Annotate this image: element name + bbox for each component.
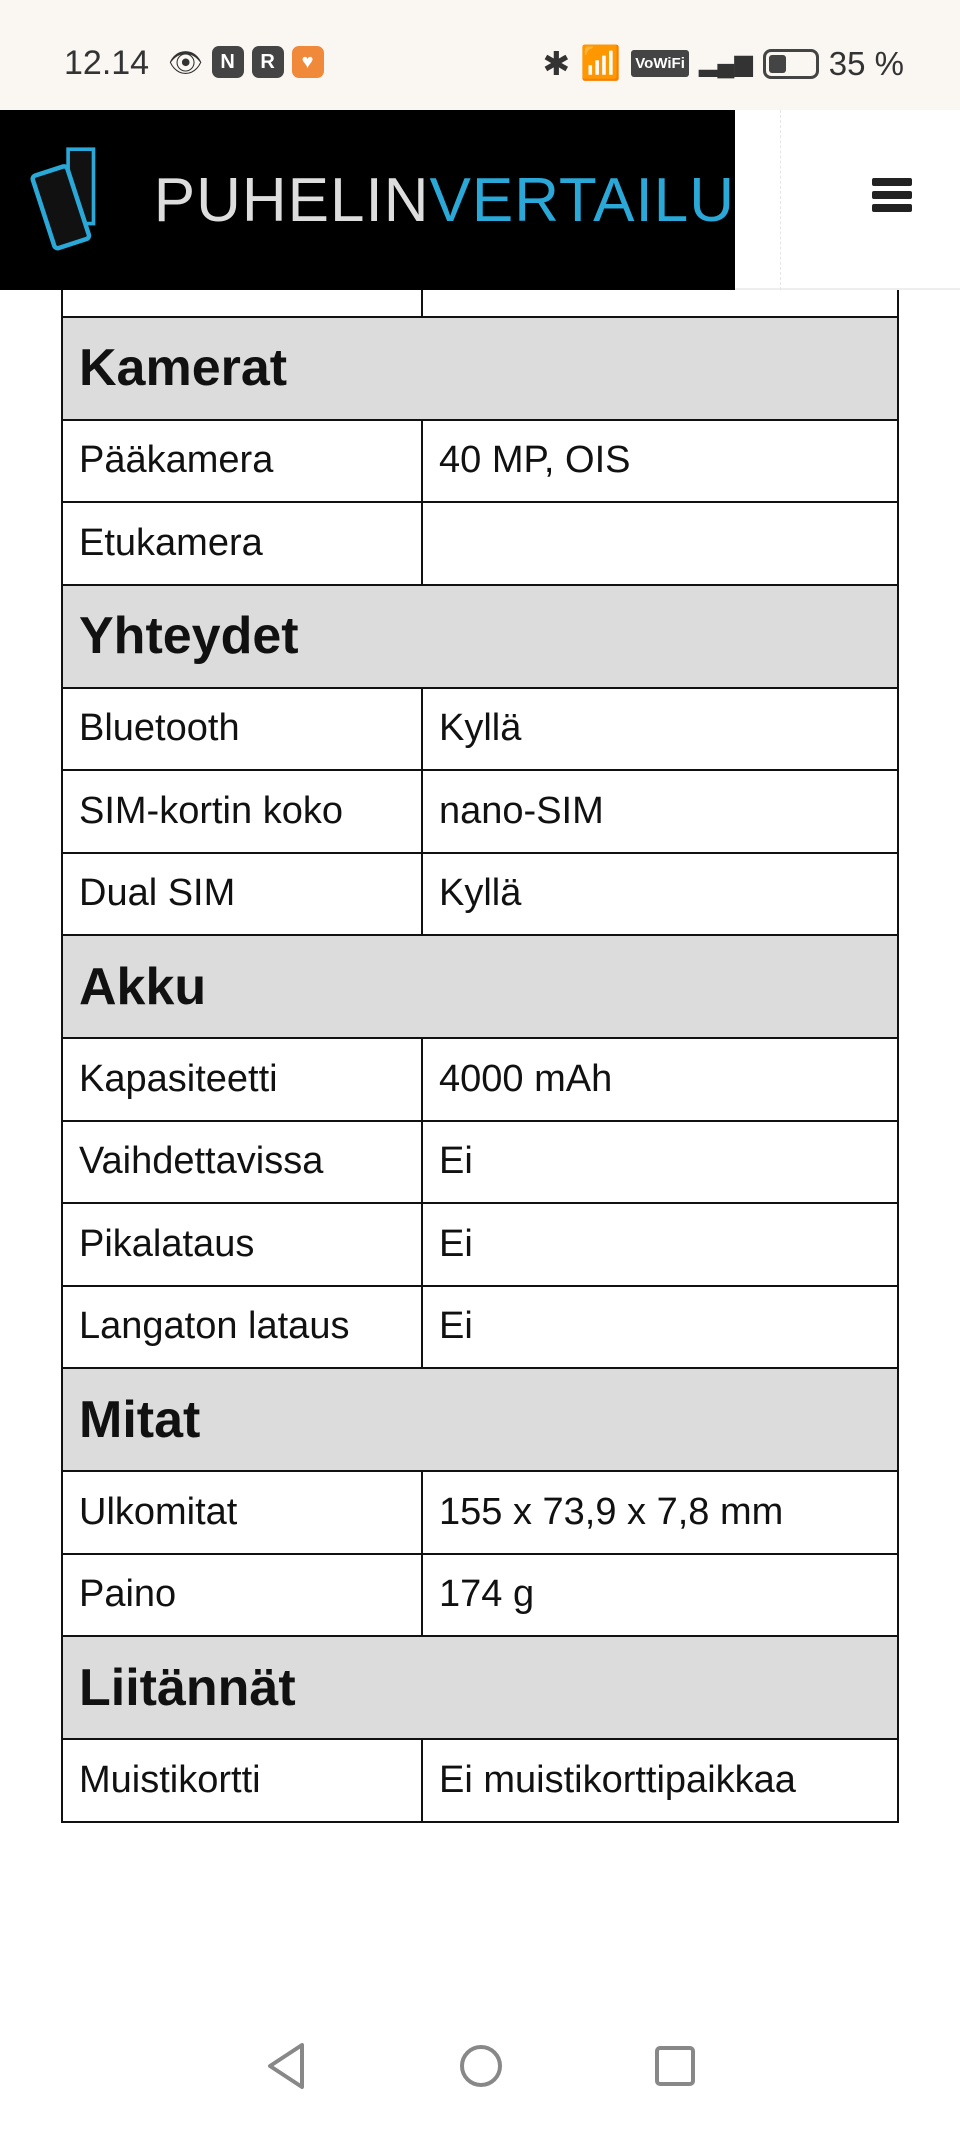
spec-label: Dual SIM	[62, 853, 422, 936]
logo-text-white: PUHELIN	[153, 165, 430, 235]
section-title: Yhteydet	[62, 585, 898, 688]
table-row	[62, 770, 898, 853]
section-header-row	[62, 585, 898, 688]
clock: 12.14	[64, 44, 150, 82]
table-row	[62, 1471, 898, 1554]
site-header	[0, 110, 960, 290]
heart-app-icon: ♥	[292, 46, 324, 78]
specs-table	[61, 233, 899, 1823]
spec-label: Etukamera	[62, 502, 422, 585]
spec-label: Pääkamera	[62, 420, 422, 503]
section-title: Liitännät	[62, 1636, 898, 1739]
table-row	[62, 1203, 898, 1286]
logo-text-blue: VERTAILU	[429, 165, 735, 235]
status-bar	[0, 0, 960, 110]
spec-value: Ei	[422, 1203, 898, 1286]
spec-label: Muistikortti	[62, 1739, 422, 1822]
section-header-row	[62, 935, 898, 1038]
table-row	[62, 1286, 898, 1369]
spec-label: Pikalataus	[62, 1203, 422, 1286]
section-title: Kamerat	[62, 317, 898, 420]
table-row	[62, 853, 898, 936]
table-row	[62, 502, 898, 585]
vowifi-icon: VoWiFi	[631, 50, 689, 77]
spec-value: Ei	[422, 1286, 898, 1369]
spec-value: 4000 mAh	[422, 1038, 898, 1121]
spec-label: SIM-kortin koko	[62, 770, 422, 853]
spec-value: 174 g	[422, 1554, 898, 1637]
site-logo[interactable]	[0, 110, 735, 290]
spec-value: Kyllä	[422, 853, 898, 936]
table-row	[62, 1038, 898, 1121]
section-header-row	[62, 317, 898, 420]
eye-icon: 👁	[168, 47, 204, 78]
back-icon[interactable]	[264, 2041, 308, 2091]
spec-label: Vaihdettavissa	[62, 1121, 422, 1204]
bluetooth-icon: ✱	[542, 45, 571, 82]
table-row	[62, 420, 898, 503]
section-header-row	[62, 1636, 898, 1739]
phone-logo-icon	[30, 140, 130, 260]
app-r-icon: R	[252, 46, 284, 78]
table-row	[62, 1554, 898, 1637]
hamburger-menu-icon[interactable]	[872, 178, 912, 212]
battery-percent: 35 %	[828, 44, 904, 82]
navigation-bar	[0, 2001, 960, 2131]
spec-value: 40 MP, OIS	[422, 420, 898, 503]
recents-icon[interactable]	[654, 2045, 696, 2087]
spec-value: 155 x 73,9 x 7,8 mm	[422, 1471, 898, 1554]
spec-label: Langaton lataus	[62, 1286, 422, 1369]
section-title: Akku	[62, 935, 898, 1038]
spec-label: Kapasiteetti	[62, 1038, 422, 1121]
spec-label: Bluetooth	[62, 688, 422, 771]
spec-value: Kyllä	[422, 688, 898, 771]
section-title: Mitat	[62, 1368, 898, 1471]
spec-value: nano-SIM	[422, 770, 898, 853]
table-row	[62, 1121, 898, 1204]
section-header-row	[62, 1368, 898, 1471]
spec-value: Ei	[422, 1121, 898, 1204]
nfc-icon: N	[212, 46, 244, 78]
signal-icon: ▂▄▆	[698, 50, 753, 77]
battery-icon	[763, 49, 819, 79]
wifi-icon: 📶	[580, 44, 622, 81]
spec-label: Paino	[62, 1554, 422, 1637]
home-icon[interactable]	[458, 2043, 504, 2089]
table-row	[62, 1739, 898, 1822]
spec-value	[422, 502, 898, 585]
table-row	[62, 688, 898, 771]
spec-value: Ei muistikorttipaikkaa	[422, 1739, 898, 1822]
spec-label: Ulkomitat	[62, 1471, 422, 1554]
